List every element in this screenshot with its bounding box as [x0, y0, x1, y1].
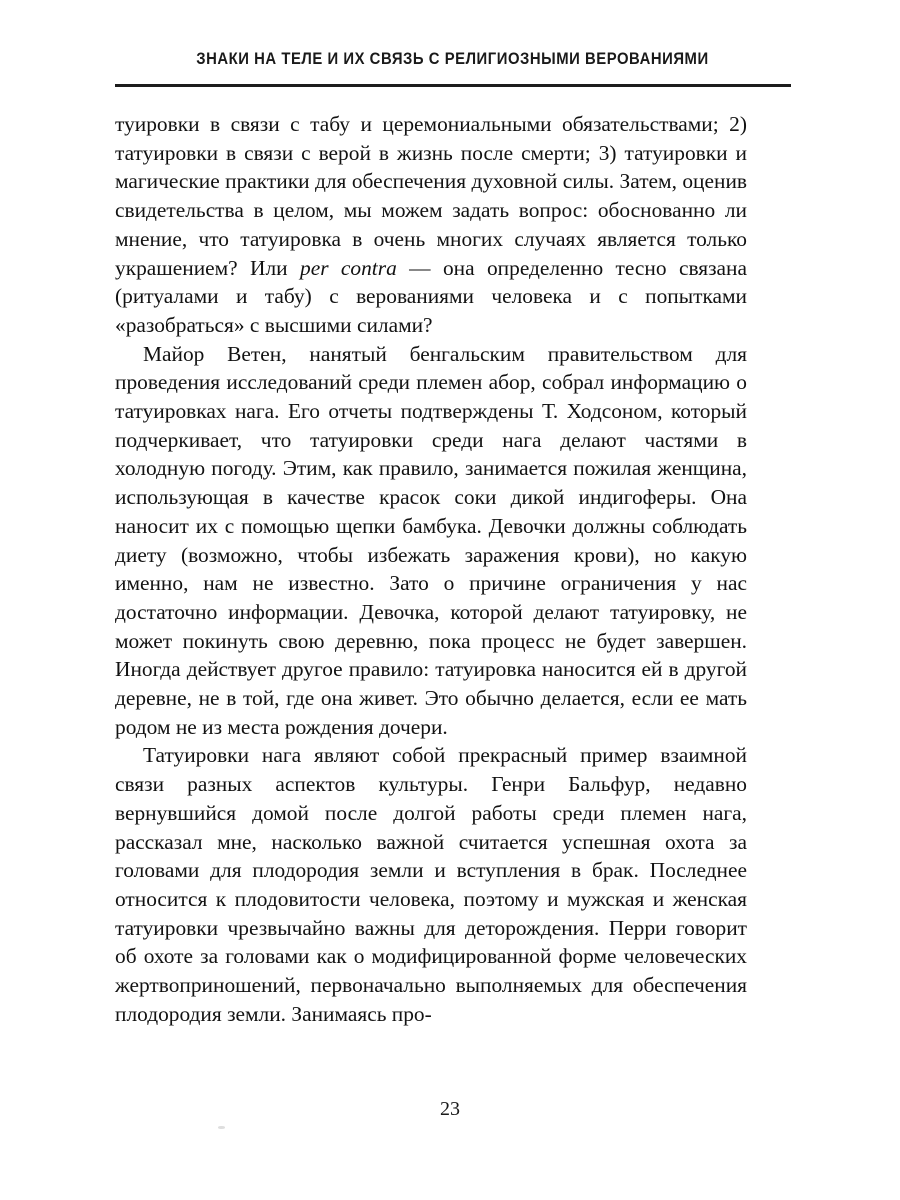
- paragraph: Майор Ветен, нанятый бенгальским правительством для проведения исследований среди племен абор, собрал информацию о татуировках нага. Его отчеты подтверждены Т. Ходсоном, который подчеркивает, что татуировки среди нага делают частями в холодную погоду. Этим, как правило, занимается пожилая женщина, использующая в качестве красок соки дикой индигоферы. Она наносит их с помощью щепки бамбука. Девочки должны соблюдать диету (возможно, чтобы избежать заражения крови), но какую именно, нам не известно. Зато о причине ограничения у нас достаточно информации. Девочка, которой делают татуировку, не может покинуть свою деревню, пока процесс не будет завершен. Иногда действует другое правило: татуировка наносится ей в другой деревне, не в той, где она живет. Это обычно делается, если ее мать родом не из места рождения дочери.: [115, 341, 747, 739]
- latin-phrase: per contra: [300, 255, 397, 280]
- header-rule: [115, 84, 791, 87]
- page-number: 23: [440, 1098, 460, 1120]
- running-head: ЗНАКИ НА ТЕЛЕ И ИХ СВЯЗЬ С РЕЛИГИОЗНЫМИ ВЕРОВАНИЯМИ: [196, 50, 709, 68]
- body-text-block: [115, 110, 747, 1029]
- paragraph: туировки в связи с табу и церемониальными обязательствами; 2) татуировки в связи с верой в жизнь после смерти; 3) татуировки и магические практики для обеспечения духовной силы. Затем, оценив свидетельства в целом, мы можем задать вопрос: обоснованно ли мнение, что татуировка в очень многих случаях является только украшением? Или per contra — она определенно тесно связана (ритуалами и табу) с верованиями человека и с попытками «разобраться» с высшими силами?: [115, 112, 747, 337]
- scan-artifact-speck: [218, 1126, 225, 1129]
- paragraph: Татуировки нага являют собой прекрасный пример взаимной связи разных аспектов культуры. Генри Бальфур, недавно вернувшийся домой после долгой работы среди племен нага, рассказал мне, насколько важной считается успешная охота за головами для плодородия земли и вступления в брак. Последнее относится к плодовитости человека, поэтому и мужская и женская татуировки чрезвычайно важны для деторождения. Перри говорит об охоте за головами как о модифицированной форме человеческих жертвоприношений, первоначально выполняемых для обеспечения плодородия земли. Занимаясь про-: [115, 743, 747, 1026]
